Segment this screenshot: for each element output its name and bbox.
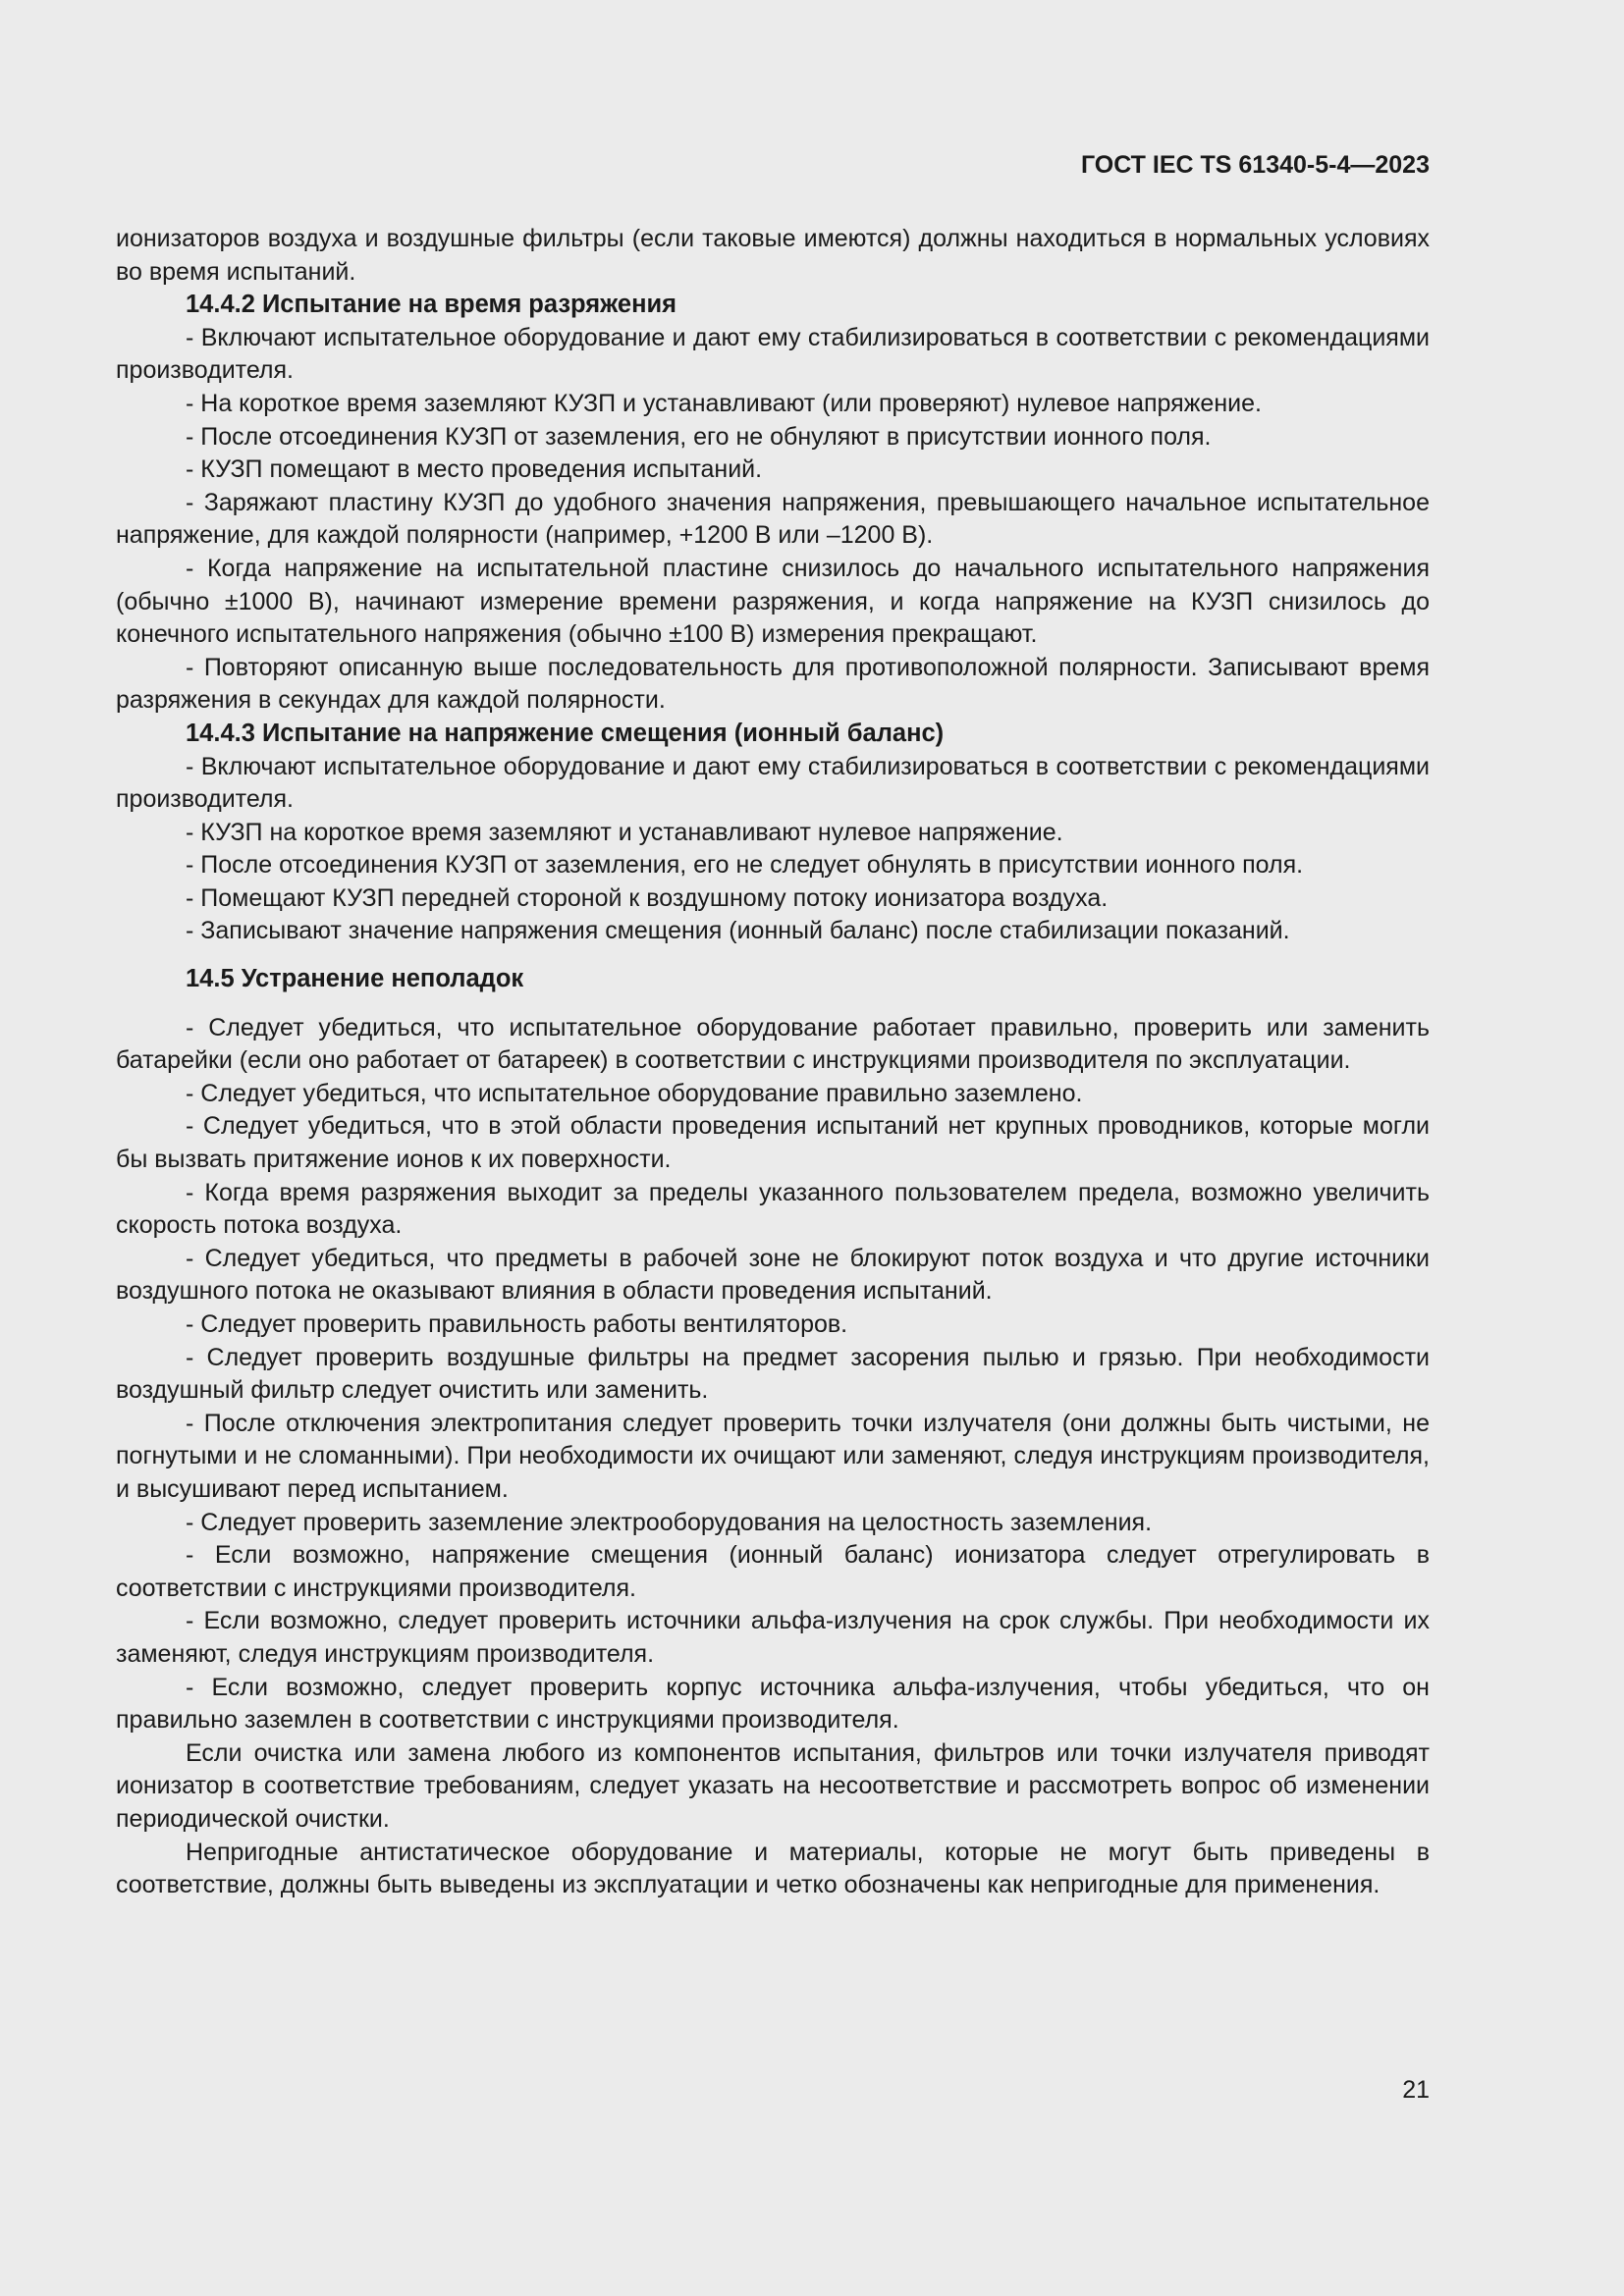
list-item: - Записывают значение напряжения смещения (ионный баланс) после стабилизации показаний.	[186, 917, 1290, 945]
list-item: - На короткое время заземляют КУЗП и устанавливают (или проверяют) нулевое напряжение.	[186, 389, 1262, 417]
list-item: - Следует убедиться, что предметы в рабочей зоне не блокируют поток воздуха и что другие источники воздушного потока не оказывают влияния в области проведения испытаний.	[116, 1244, 1430, 1306]
intro-paragraph: ионизаторов воздуха и воздушные фильтры (если таковые имеются) должны находиться в нормальных условиях во время испытаний.	[116, 225, 1430, 286]
section-heading-14-4-3: 14.4.3 Испытание на напряжение смещения (ионный баланс)	[186, 719, 945, 747]
list-item: - Если возможно, следует проверить корпус источника альфа-излучения, чтобы убедиться, что он правильно заземлен в соответствии с инструкциями производителя.	[116, 1673, 1430, 1735]
closing-paragraph: Если очистка или замена любого из компонентов испытания, фильтров или точки излучателя приводят ионизатор в соответствие требованиям, следует указать на несоответствие и рассмотреть вопрос об изменении периодической очистки.	[116, 1738, 1430, 1833]
list-item: - Когда время разряжения выходит за пределы указанного пользователем предела, возможно увеличить скорость потока воздуха.	[116, 1178, 1430, 1240]
list-item: - Следует убедиться, что испытательное оборудование правильно заземлено.	[186, 1079, 1083, 1107]
list-item: - Если возможно, следует проверить источники альфа-излучения на срок службы. При необходимости их заменяют, следуя инструкциям производителя.	[116, 1607, 1430, 1668]
list-item: - Включают испытательное оборудование и дают ему стабилизироваться в соответствии с рекомендациями производителя.	[116, 323, 1430, 385]
list-item: - КУЗП помещают в место проведения испытаний.	[186, 455, 763, 484]
list-item: - После отключения электропитания следует проверить точки излучателя (они должны быть чистыми, не погнутыми и не сломанными). При необходимости их очищают или заменяют, следуя инструкциям производителя, и высушивают перед испытанием.	[116, 1409, 1430, 1503]
list-item: - Следует проверить заземление электрооборудования на целостность заземления.	[186, 1508, 1153, 1536]
list-item: - Когда напряжение на испытательной пластине снизилось до начального испытательного напряжения (обычно ±1000 В), начинают измерение времени разряжения, и когда напряжение на КУЗП снизилось до конечного испытательного напряжения (обычно ±100 В) измерения прекращают.	[116, 554, 1430, 649]
list-item: - После отсоединения КУЗП от заземления, его не обнуляют в присутствии ионного поля.	[186, 422, 1212, 451]
list-item: - Следует убедиться, что в этой области проведения испытаний нет крупных проводников, которые могли бы вызвать притяжение ионов к их поверхности.	[116, 1112, 1430, 1174]
list-item: - После отсоединения КУЗП от заземления, его не следует обнулять в присутствии ионного поля.	[186, 851, 1304, 880]
list-item: - Помещают КУЗП передней стороной к воздушному потоку ионизатора воздуха.	[186, 883, 1109, 912]
section-heading-14-4-2: 14.4.2 Испытание на время разряжения	[186, 291, 677, 319]
section-heading-14-5: 14.5 Устранение неполадок	[186, 965, 524, 993]
closing-paragraph: Непригодные антистатическое оборудование и материалы, которые не могут быть приведены в соответствие, должны быть выведены из эксплуатации и четко обозначены как непригодные для применения.	[116, 1838, 1430, 1899]
document-body	[116, 223, 1430, 1902]
list-item: - КУЗП на короткое время заземляют и устанавливают нулевое напряжение.	[186, 818, 1063, 846]
page-number: 21	[1402, 2076, 1430, 2104]
list-item: - Включают испытательное оборудование и дают ему стабилизироваться в соответствии с рекомендациями производителя.	[116, 752, 1430, 814]
list-item: - Следует проверить правильность работы вентиляторов.	[186, 1310, 848, 1338]
list-item: - Заряжают пластину КУЗП до удобного значения напряжения, превышающего начальное испытательное напряжение, для каждой полярности (например, +1200 В или –1200 В).	[116, 488, 1430, 550]
list-item: - Следует убедиться, что испытательное оборудование работает правильно, проверить или заменить батарейки (если оно работает от батареек) в соответствии с инструкциями производителя по эксплуатации.	[116, 1013, 1430, 1075]
list-item: - Повторяют описанную выше последовательность для противоположной полярности. Записывают время разряжения в секундах для каждой полярности.	[116, 653, 1430, 715]
document-header: ГОСТ IEC TS 61340-5-4—2023	[1080, 151, 1430, 179]
list-item: - Следует проверить воздушные фильтры на предмет засорения пылью и грязью. При необходимости воздушный фильтр следует очистить или заменить.	[116, 1343, 1430, 1405]
list-item: - Если возможно, напряжение смещения (ионный баланс) ионизатора следует отрегулировать в соответствии с инструкциями производителя.	[116, 1541, 1430, 1602]
